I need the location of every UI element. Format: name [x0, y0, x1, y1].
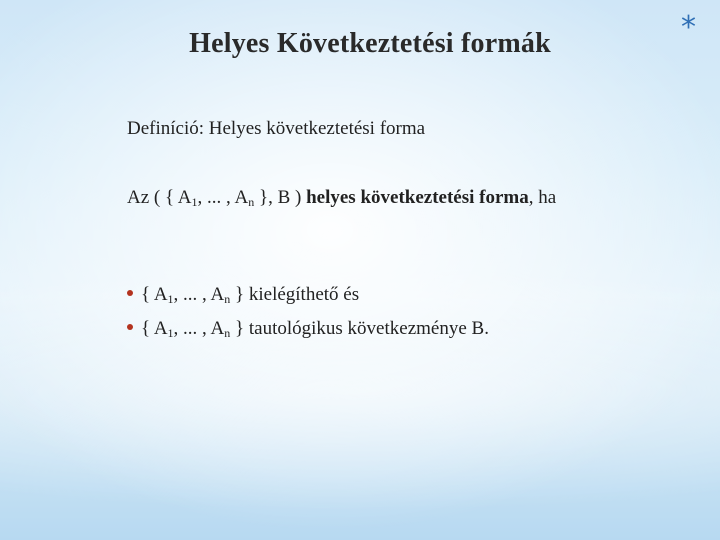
bullet-icon: [127, 290, 133, 296]
subscript-n: n: [248, 195, 255, 209]
item-middle: , ... , A: [173, 284, 225, 305]
definition-statement: [127, 185, 627, 211]
subscript-1: 1: [167, 326, 174, 340]
bullet-icon: [127, 324, 133, 330]
list-item: [127, 314, 489, 348]
statement-prefix: Az ( { A: [127, 187, 192, 208]
statement-after-set: }, B ): [254, 187, 302, 208]
statement-middle: , ... , A: [197, 187, 249, 208]
item-middle: , ... , A: [173, 318, 225, 339]
statement-bold-phrase: helyes következtetési forma: [301, 187, 529, 208]
subscript-1: 1: [191, 195, 198, 209]
item-prefix: { A: [141, 318, 168, 339]
subscript-n: n: [224, 292, 231, 306]
list-item: [127, 280, 489, 314]
item-prefix: { A: [141, 284, 168, 305]
slide-title: Helyes Következtetési formák: [189, 28, 551, 59]
subscript-n: n: [224, 326, 231, 340]
item-suffix: } kielégíthető és: [230, 284, 360, 305]
subscript-1: 1: [167, 292, 174, 306]
statement-suffix: , ha: [528, 187, 557, 208]
item-suffix: } tautológikus következménye B.: [230, 318, 489, 339]
asterisk-icon: *: [681, 10, 696, 45]
definition-heading: Definíció: Helyes következtetési forma: [127, 118, 426, 139]
condition-list: [127, 280, 489, 348]
